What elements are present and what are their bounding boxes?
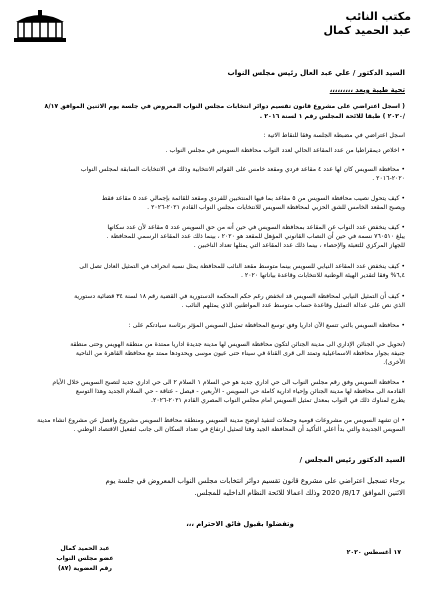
point-6-line-1: • كيف أن التمثيل النيابي لمحافظة السويس قد انخفض رغم حكم المحكمة الدستورية في القضية رقم ١٨ لسنة ٣٤ قضائية دستورية [10,292,405,301]
subject-line-2: /٢٠٢٠ ) طبقا للائحة المجلس رقم ١ لسنة ٢٠١٦ . [259,113,405,120]
point-4-line-2: يبلغ ٧٦٠٥١٠ نسمة في حين أن النصاب القانوني المؤهل للمقعد هو ٢٠٢٠ ، بينما ذلك عدد المقاعد الرسمي للمحافظة . [106,233,405,240]
date: ١٧ أغسطس ٢٠٢٠ [346,549,401,556]
point-6-line-2: الذي نص على عدالة التمثيل وقاعدة حساب متوسط عدد المواطنين الذي يمثلهم النائب . [181,302,405,309]
point-9-line-2: القادمة الى محافظة لها مدينة الجنائن وإحياء ادارية كاملة حي السويس - الأربعين - فيصل - عتاقة - حي السلام الجديد وهذا التوسع [75,388,405,395]
point-1: • اخلاص ديمقراطيا من عدد المقاعد الحالي لعدد النواب محافظة السويس في مجلس النواب . [10,146,405,155]
point-5-line-2: ٦,٤% وفقا لتقدير الهيئة الوطنية للانتخابات وقاعدة بياناتها ٢٠٢٠ . [240,272,405,279]
salutation-2: السيد الدكتور رئيس المجلس / [299,455,405,464]
point-7: • محافظة السويس بالتي تتسع الآن اداريا وفق توسع المحافظة تمثيل السويس المؤثر برئاسة سيادتكم على : [10,321,405,330]
closing-line-1: برجاء تسجيل اعتراضي على مشروع قانون تقسيم دوائر انتخابات مجلس النواب المعروض في جلسة يوم [105,477,405,485]
point-2-line-2: ٢٠٢٠-٢٠١٦ . [372,175,405,182]
point-4-line-3: للجهاز المركزي للتعبئة والإحصاء ، بينما ذلك عدد المقاعد التي يمثلها تعداد الناخبين . [193,242,405,249]
office-title: مكتب النائب [345,10,411,23]
point-8-line-2: جنيفة بجوار محافظة الاسماعيلية وتمتد الى قرى القناة في سيناء حتى عيون موسى ويحدودها ممتد مع محافظة القاهرة من الناحية [75,350,405,357]
subject-line-1: ( اسجل اعتراضي على مشروع قانون تقسيم دوائر انتخابات مجلس النواب المعروض في جلسة يوم الاثنين الموافق ٨/١٧ [44,103,405,110]
signature-title: عضو مجلس النواب [56,555,114,562]
point-9-line-3: يطرح لمناوك ذلك في النواب بمعدل تمثيل السويس امام مجلس النواب المصري القادم ٢٠٢١-٢٠٢٦. [151,397,405,404]
membership-number: رقم العضوية (٨٧) [58,565,112,572]
point-8-line-1: (تحويل حي الجنائن الإداري الى مدينة الجنائن لتكون محافظة السويس لها مدينة جديدة اداريا ممتدة من منطقة الهويس وحتى منطقة [70,341,405,348]
point-10-line-2: السويس الجديدة والتي بدأ اعلي التأكيد أن المحافظة الجيد وقتا لتمثيل ارتفاع في تعداد السكان الى جانب لتفعيل الاقتصاد الوطني . [73,426,405,433]
mp-name: عبد الحميد كمال [323,24,411,37]
greeting: تحية طيبة وبعد ،،،،،،،،، [329,86,405,94]
point-3-line-1: • كيف يتحول نصيب محافظة السويس من ٥ مقاعد بما فيها المنتخبين للفردي ومقعد للقائمة بإجمالي عدد ٥ مقاعد فقط [10,194,405,203]
point-5-line-1: • كيف ينخفض عدد المقاعد النيابي للسويس بينما متوسط مقعد النائب للمحافظة يمثل نسبة انحراف في التمثيل العادل تصل الى [10,262,405,271]
point-8-line-3: الأخرى). [383,359,405,366]
salutation: السيد الدكتور / علي عبد العال رئيس مجلس النواب [227,68,405,77]
regards: وتفضلوا بقبول فائق الاحترام ،،، [186,520,294,528]
point-3-line-2: ويصبح المقعد الخامس للشق الحزبي لمحافظة السويس للانتخابات مجلس النواب القادم ٢٠٢١-٢٠٢٦ . [147,204,405,211]
signature-name: عبد الحميد كمال [60,545,110,552]
parliament-emblem-icon [10,8,70,48]
point-10-line-1: • ان تشهد السويس من مشروعات قومية وحملات لتنفيذ اوضح مدينة السويس ومنطقة محافظ السويس مشروع وافضل عن مشروع انشاء مدينة [10,416,405,425]
closing-line-2: الاثنين الموافق 8/17/ 2020 وذلك اعمالا للائحة النظام الداخليه للمجلس. [194,489,405,497]
office-header [321,10,411,38]
point-4-line-1: • كيف ينخفض عدد النواب عن المقاعد بمحافظة السويس في حين أنه من حق السويس عدد ٥ مقاعد لأن عدد سكانها [10,223,405,232]
reasons-title: اسجل اعتراضي في مضبطة الجلسة وفقا للنقاط الاتية : [263,132,405,139]
point-9-line-1: • محافظة السويس وفق رقم مجلس النواب الى حي اداري جديد هو حي السلام ١ السلام ٢ الى حي اداري جديد لتصبح السويس خلال الأيام [10,378,405,387]
point-2-line-1: • محافظة السويس كان لها عدد ٤ مقاعد فردي ومقعد خامس على القوائم الانتخابية وذلك في الانتخابات السابقة لمجلس النواب [10,165,405,174]
